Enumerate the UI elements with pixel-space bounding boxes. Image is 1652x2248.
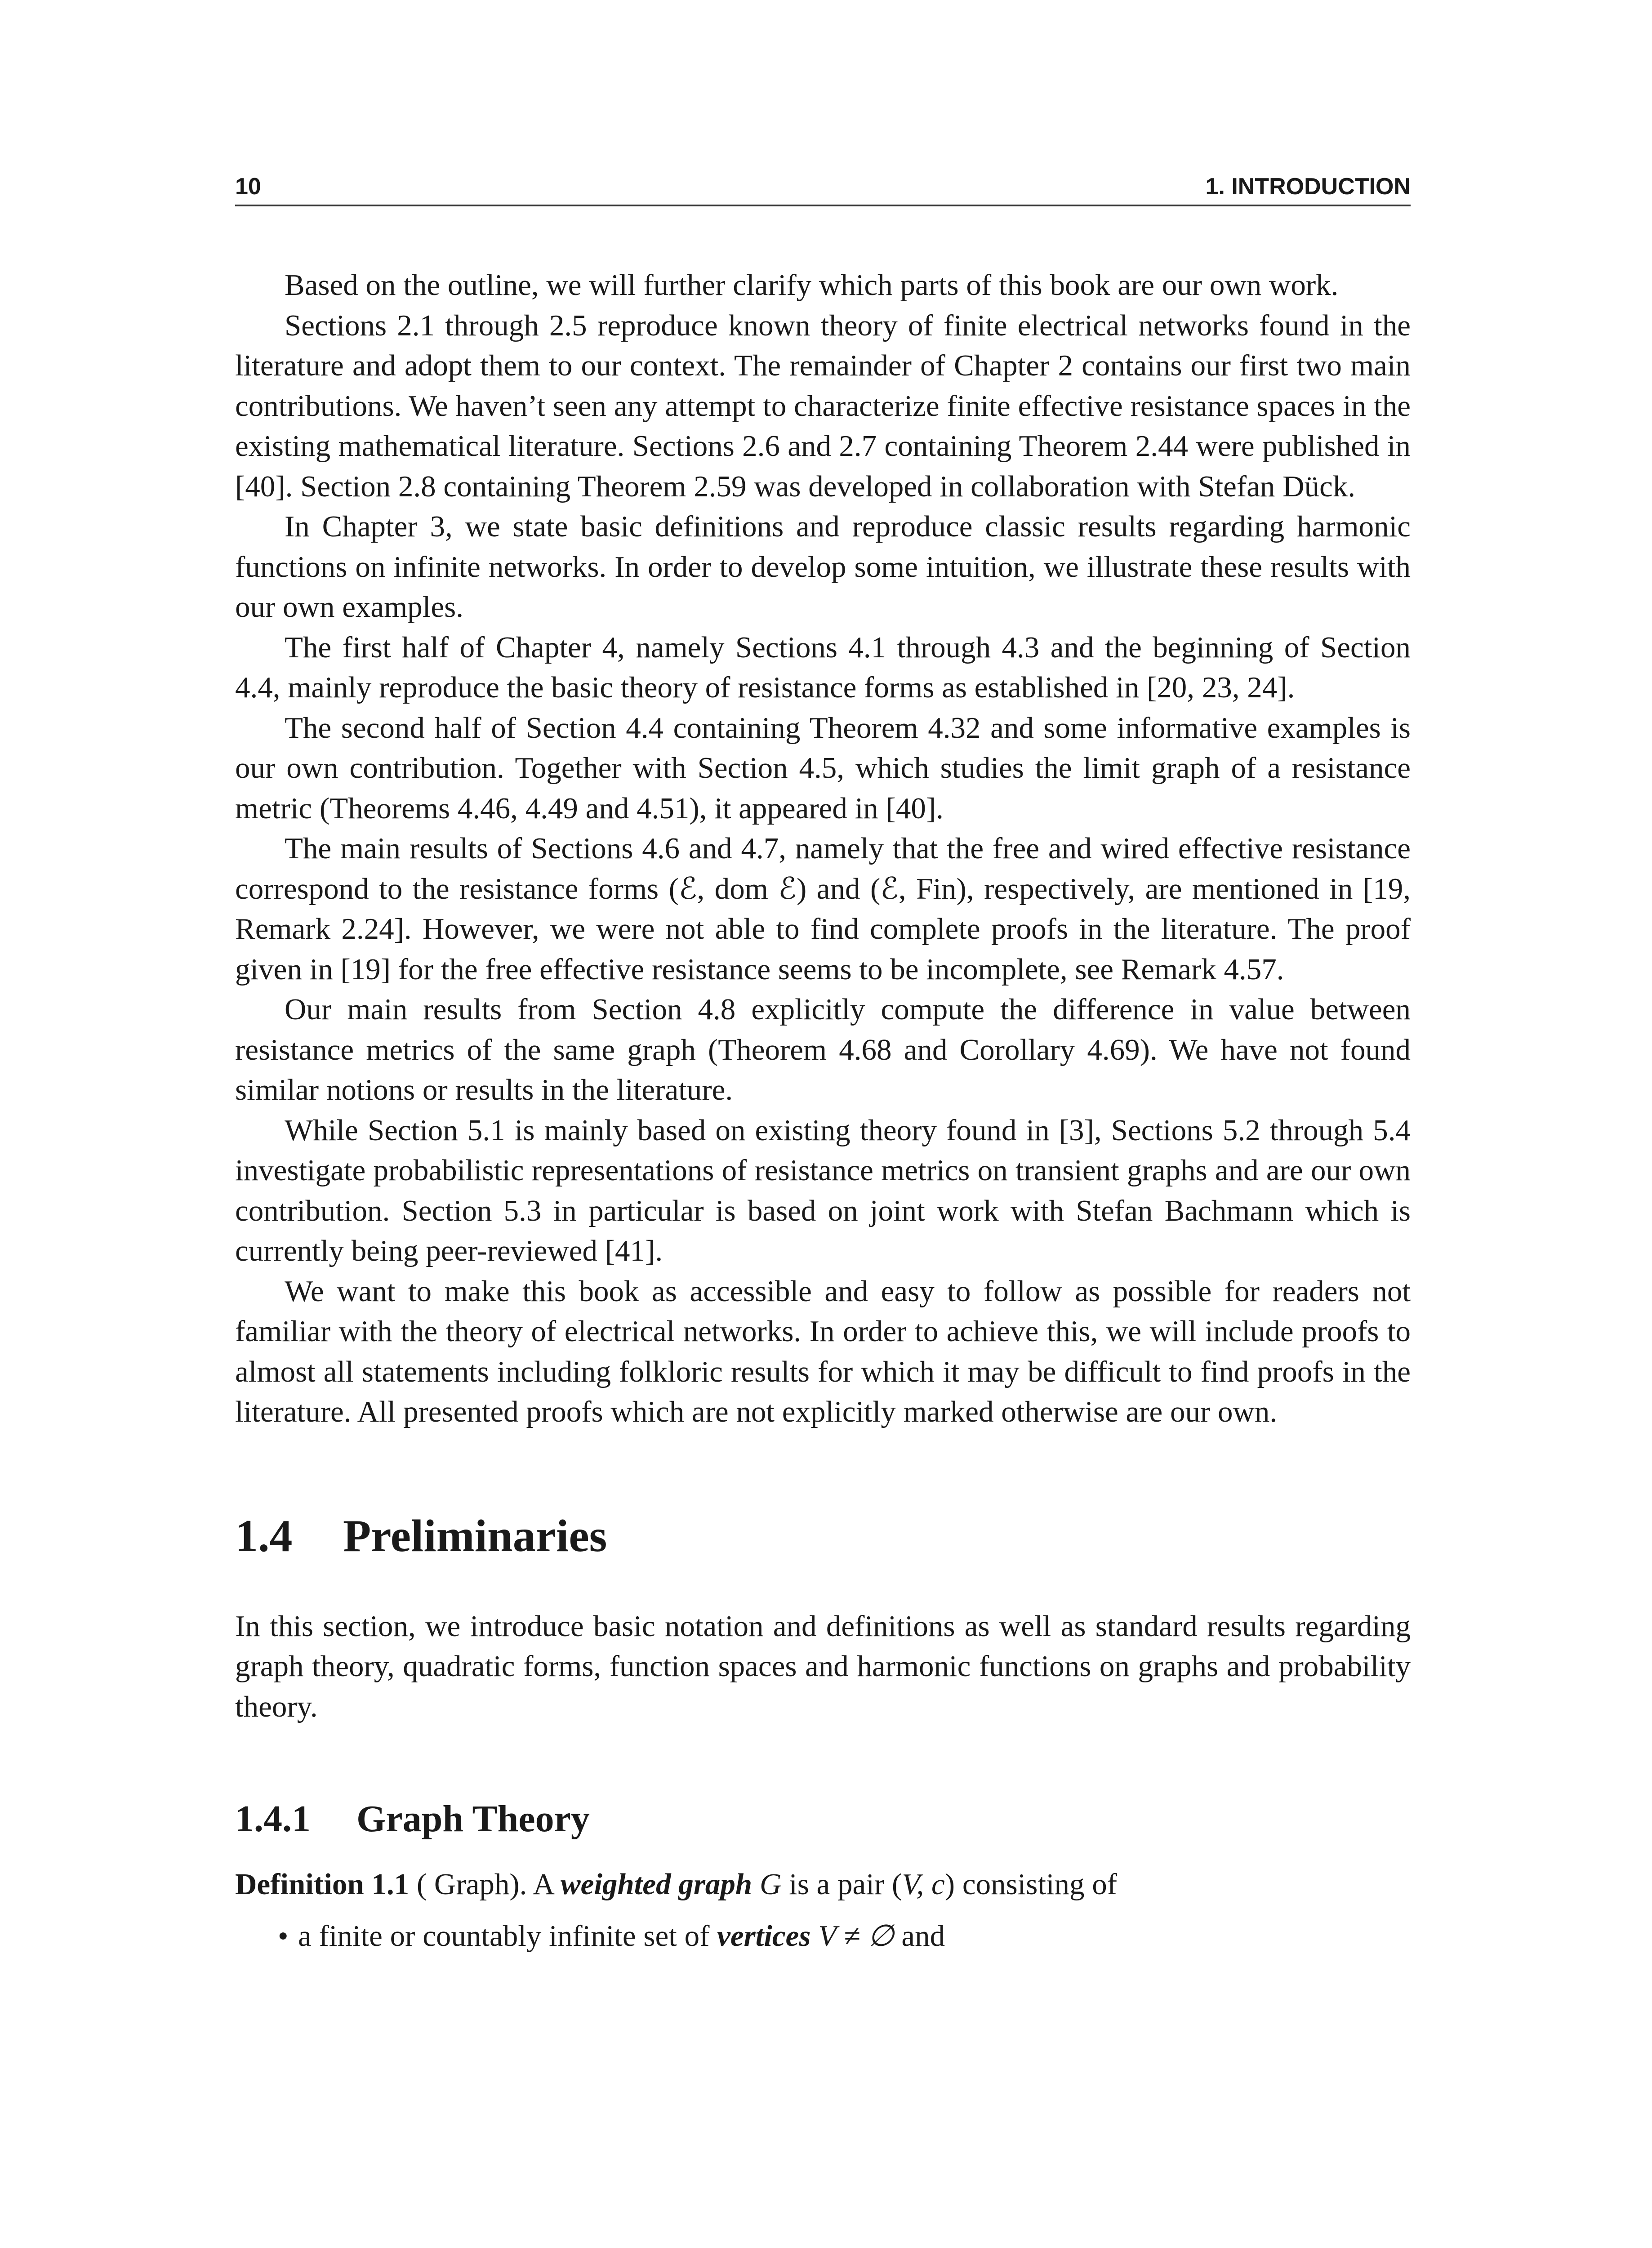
body-paragraph: While Section 5.1 is mainly based on existing theory found in [3], Sections 5.2 through 5.4 investigate probabilistic representations of resistance metrics on transient graphs and are our own contribution. Section 5.3 in particular is based on joint work with Stefan Bachmann which is currently being peer-reviewed [41]. [235, 1113, 1411, 1267]
list-item-text: and [894, 1919, 945, 1953]
definition-text: A [527, 1868, 561, 1901]
definition-name: ( Graph). [416, 1868, 527, 1901]
body-paragraph: The first half of Chapter 4, namely Sections 4.1 through 4.3 and the beginning of Section 4.4, mainly reproduce the basic theory of resistance forms as established in [20, 23, 24]. [235, 630, 1411, 704]
definition-text: is a pair ( [781, 1868, 902, 1901]
definition-text: ) consisting of [944, 1868, 1118, 1901]
list-item-text: a finite or countably infinite set of [298, 1919, 717, 1953]
running-title: 1. INTRODUCTION [1205, 174, 1411, 200]
section-title: Preliminaries [343, 1510, 607, 1561]
subsection-number: 1.4.1 [235, 1798, 311, 1840]
definition-term: weighted graph [560, 1868, 753, 1901]
list-item-math: V ≠ ∅ [818, 1919, 894, 1953]
section-number: 1.4 [235, 1510, 293, 1561]
page-body [235, 265, 1411, 1956]
definition-label: Definition 1.1 [235, 1868, 410, 1901]
definition-list [235, 1916, 1411, 1957]
subsection-heading [235, 1797, 1411, 1842]
body-paragraph: We want to make this book as accessible and easy to follow as possible for readers not familiar with the theory of electrical networks. In order to achieve this, we will include proofs to almost all statements including folkloric results for which it may be difficult to find proofs in the literature. All presented proofs which are not explicitly marked otherwise are our own. [235, 1274, 1411, 1428]
page-number: 10 [235, 174, 261, 200]
body-paragraph: Sections 2.1 through 2.5 reproduce known theory of finite electrical networks found in the literature and adopt them to our context. The remainder of Chapter 2 contains our first two main contributions. We haven’t seen any attempt to characterize finite effective resistance spaces in the existing mathematical literature. Sections 2.6 and 2.7 containing Theorem 2.44 were published in [40]. Section 2.8 containing Theorem 2.59 was developed in collaboration with Stefan Dück. [235, 308, 1411, 503]
definition [235, 1864, 1411, 1905]
body-paragraph: Based on the outline, we will further clarify which parts of this book are our own work. [285, 268, 1339, 302]
bullet-marker: • [278, 1919, 289, 1953]
definition-text [752, 1868, 760, 1901]
body-paragraph: The main results of Sections 4.6 and 4.7, namely that the free and wired effective resistance correspond to the resistance forms (ℰ, dom ℰ) and (ℰ, Fin), respectively, are mentioned in [19, Remark 2.24]. However, we were not able to find complete proofs in the literature. The proof given in [19] for the free effective resistance seems to be incomplete, see Remark 4.57. [235, 832, 1411, 986]
definition-pair: V, c [902, 1868, 945, 1901]
body-paragraph: In Chapter 3, we state basic definitions and reproduce classic results regarding harmonic functions on infinite networks. In order to develop some intuition, we illustrate these results with our own examples. [235, 510, 1411, 624]
list-item [235, 1916, 1411, 1957]
section-intro: In this section, we introduce basic notation and definitions as well as standard results regarding graph theory, quadratic forms, function spaces and harmonic functions on graphs and probability theory. [235, 1609, 1411, 1723]
list-item-term: vertices [717, 1919, 811, 1953]
definition-symbol: G [759, 1868, 782, 1901]
body-paragraph: The second half of Section 4.4 containing Theorem 4.32 and some informative examples is our own contribution. Together with Section 4.5, which studies the limit graph of a resistance metric (Theorems 4.46, 4.49 and 4.51), it appeared in [40]. [235, 711, 1411, 825]
body-paragraph: Our main results from Section 4.8 explicitly compute the difference in value between resistance metrics of the same graph (Theorem 4.68 and Corollary 4.69). We have not found similar notions or results in the literature. [235, 993, 1411, 1106]
section-heading [235, 1509, 1411, 1564]
subsection-title: Graph Theory [356, 1798, 590, 1840]
running-header [235, 173, 1411, 206]
